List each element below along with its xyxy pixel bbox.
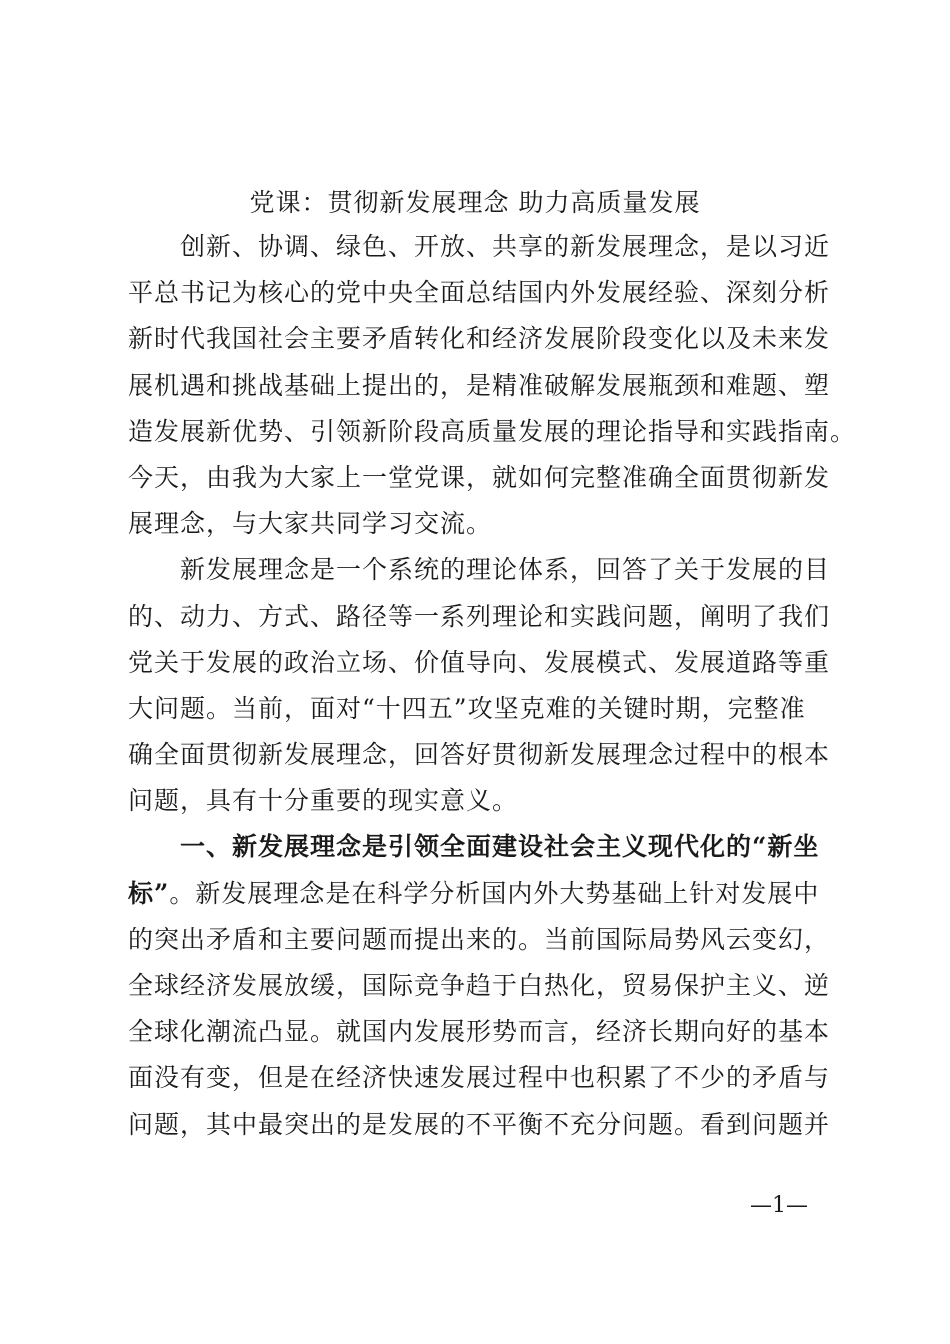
paragraph-3-line-3: 的突出矛盾和主要问题而提出来的。当前国际局势风云变幻， <box>128 924 831 954</box>
paragraph-3-line-6: 面没有变，但是在经济快速发展过程中也积累了不少的矛盾与 <box>128 1063 831 1093</box>
document-title: 党课：贯彻新发展理念 助力高质量发展 <box>249 188 701 217</box>
paragraph-2-line-4: 大问题。当前，面对“十四五”攻坚克难的关键时期，完整准 <box>128 693 806 723</box>
section-1-heading: 一、新发展理念是引领全面建设社会主义现代化的“新坐 <box>180 832 820 862</box>
paragraph-2-line-6: 问题，具有十分重要的现实意义。 <box>128 786 519 816</box>
paragraph-2-line-5: 确全面贯彻新发展理念，回答好贯彻新发展理念过程中的根本 <box>128 740 831 770</box>
section-1-heading-tail: 标” <box>128 878 170 908</box>
paragraph-3-line-2 <box>128 871 828 917</box>
paragraph-2-line-3: 党关于发展的政治立场、价值导向、发展模式、发展道路等重 <box>128 647 831 677</box>
paragraph-1-line-2: 平总书记为核心的党中央全面总结国内外发展经验、深刻分析 <box>128 278 831 308</box>
paragraph-1-line-7: 展理念，与大家共同学习交流。 <box>128 509 493 539</box>
paragraph-3-line-7: 问题，其中最突出的是发展的不平衡不充分问题。看到问题并 <box>128 1109 831 1139</box>
paragraph-3-line-4: 全球经济发展放缓，国际竞争趋于白热化，贸易保护主义、逆 <box>128 971 831 1000</box>
document-body <box>128 224 857 1148</box>
paragraph-2-line-2: 的、动力、方式、路径等一系列理论和实践问题，阐明了我们 <box>128 601 831 631</box>
page-number: —1— <box>750 1193 808 1218</box>
paragraph-3-line-2-text: 。新发展理念是在科学分析国内外大势基础上针对发展中 <box>169 878 820 908</box>
paragraph-1-line-4: 展机遇和挑战基础上提出的，是精准破解发展瓶颈和难题、塑 <box>128 370 831 400</box>
paragraph-1-line-5: 造发展新优势、引领新阶段高质量发展的理论指导和实践指南。 <box>128 416 857 446</box>
paragraph-1-line-3: 新时代我国社会主要矛盾转化和经济发展阶段变化以及未来发 <box>128 324 831 354</box>
paragraph-1-line-1: 创新、协调、绿色、开放、共享的新发展理念，是以习近 <box>180 232 831 261</box>
paragraph-2-line-1: 新发展理念是一个系统的理论体系，回答了关于发展的目 <box>180 555 831 585</box>
paragraph-1-line-6: 今天，由我为大家上一堂党课，就如何完整准确全面贯彻新发 <box>128 462 831 492</box>
paragraph-3-line-5: 全球化潮流凸显。就国内发展形势而言，经济长期向好的基本 <box>128 1017 831 1047</box>
